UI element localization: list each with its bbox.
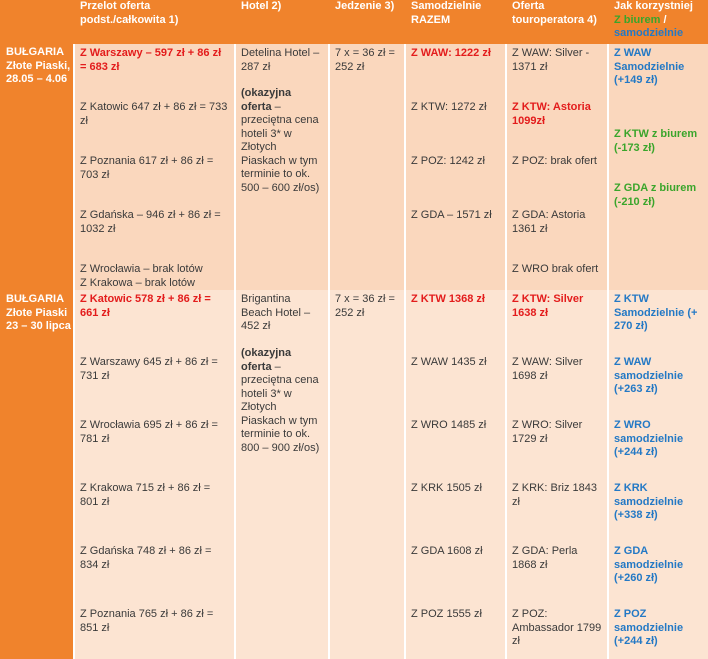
flight-entry: Z Krakowa – brak lotów: [80, 276, 195, 289]
tour-entry: Z POZ: brak ofert: [512, 155, 597, 167]
tour-cell: [506, 44, 608, 290]
tour-entry: Z GDA: Perla 1868 zł: [512, 545, 578, 571]
flight-entry: Z Gdańska – 946 zł + 86 zł = 1032 zł: [80, 209, 221, 235]
hotel-note-bold: (okazyjna oferta: [241, 347, 292, 373]
destination-cell: BUŁGARIA Złote Piaski, 28.05 – 4.06: [0, 44, 74, 290]
flight-entry: Z Warszawy – 597 zł + 86 zł = 683 zł: [80, 47, 222, 73]
tour-entry: Z KRK: Briz 1843 zł: [512, 482, 597, 508]
header-destination: [0, 0, 74, 44]
self-total-entry: Z GDA 1608 zł: [411, 545, 483, 557]
best-entry: Z KTW z biurem (-173 zł): [614, 128, 698, 154]
flight-entry: Z Poznania 617 zł + 86 zł = 703 zł: [80, 155, 214, 181]
header-row: [0, 0, 708, 44]
tour-entry: Z KTW: Silver 1638 zł: [512, 293, 584, 319]
self-total-entry: Z WRO 1485 zł: [411, 419, 487, 431]
tour-entry: Z WRO brak ofert: [512, 263, 599, 275]
hotel-name: Detelina Hotel – 287 zł: [241, 47, 320, 73]
best-entry: Z WAW Samodzielnie (+149 zł): [614, 47, 685, 86]
tour-cell: [506, 290, 608, 659]
table-row: [0, 44, 708, 290]
best-cell: [608, 290, 708, 659]
header-best: [608, 0, 708, 44]
self-total-cell: [405, 290, 506, 659]
tour-entry: Z WAW: Silver 1698 zł: [512, 356, 583, 382]
self-total-entry: Z GDA – 1571 zł: [411, 209, 492, 221]
best-entry: Z POZ samodzielnie (+244 zł): [614, 608, 684, 647]
self-total-entry: Z KTW 1368 zł: [411, 293, 485, 305]
tour-entry: Z GDA: Astoria 1361 zł: [512, 209, 586, 235]
flight-entry: Z Warszawy 645 zł + 86 zł = 731 zł: [80, 356, 218, 382]
best-entry: Z GDA z biurem (-210 zł): [614, 182, 697, 208]
header-best-a: Z biurem: [614, 13, 661, 26]
best-entry: Z GDA samodzielnie (+260 zł): [614, 545, 684, 584]
hotel-note: – przeciętna cena hoteli 3* w Złotych Piaskach w tym terminie to ok. 500 – 600 zł/os): [241, 100, 320, 194]
flight-entry: Z Gdańska 748 zł + 86 zł = 834 zł: [80, 545, 212, 571]
flight-entry: Z Wrocławia – brak lotów: [80, 263, 203, 275]
flight-entry: Z Katowic 647 zł + 86 zł = 733 zł: [80, 101, 228, 127]
destination-cell: BUŁGARIA Złote Piaski 23 – 30 lipca: [0, 290, 74, 659]
best-cell: [608, 44, 708, 290]
flight-entry: Z Wrocławia 695 zł + 86 zł = 781 zł: [80, 419, 218, 445]
tour-entry: Z KTW: Astoria 1099zł: [512, 101, 591, 127]
flight-cell: [74, 44, 235, 290]
best-entry: Z WRO samodzielnie (+244 zł): [614, 419, 684, 458]
self-total-entry: Z POZ: 1242 zł: [411, 155, 485, 167]
self-total-entry: Z KTW: 1272 zł: [411, 101, 487, 113]
header-hotel: Hotel 2): [235, 0, 329, 44]
flight-entry: Z Katowic 578 zł + 86 zł = 661 zł: [80, 293, 211, 319]
food-cell: 7 x = 36 zł = 252 zł: [329, 44, 405, 290]
tour-entry: Z WRO: Silver 1729 zł: [512, 419, 583, 445]
flight-entry: Z Poznania 765 zł + 86 zł = 851 zł: [80, 608, 214, 634]
header-best-title: Jak korzystniej: [614, 0, 693, 12]
food-cell: 7 x = 36 zł = 252 zł: [329, 290, 405, 659]
best-entry: Z KRK samodzielnie (+338 zł): [614, 482, 684, 521]
self-total-entry: Z WAW: 1222 zł: [411, 47, 491, 59]
header-tour: Oferta touroperatora 4): [506, 0, 608, 44]
hotel-cell: [235, 290, 329, 659]
hotel-note-bold: (okazyjna oferta: [241, 87, 292, 113]
header-food: Jedzenie 3): [329, 0, 405, 44]
header-self-total: Samodzielnie RAZEM: [405, 0, 506, 44]
table-row: [0, 290, 708, 659]
flight-cell: [74, 290, 235, 659]
hotel-note: – przeciętna cena hoteli 3* w Złotych Piaskach w tym terminie to ok. 800 – 900 zł/os): [241, 360, 320, 454]
header-best-b: samodzielnie: [614, 27, 684, 39]
header-best-sep: /: [660, 13, 667, 26]
self-total-entry: Z WAW 1435 zł: [411, 356, 487, 368]
hotel-cell: [235, 44, 329, 290]
flight-entry: Z Krakowa 715 zł + 86 zł = 801 zł: [80, 482, 211, 508]
header-flight: Przelot oferta podst./całkowita 1): [74, 0, 235, 44]
self-total-cell: [405, 44, 506, 290]
self-total-entry: Z KRK 1505 zł: [411, 482, 482, 494]
tour-entry: Z POZ: Ambassador 1799 zł: [512, 608, 602, 647]
tour-entry: Z WAW: Silver - 1371 zł: [512, 47, 590, 73]
best-entry: Z KTW Samodzielnie (+ 270 zł): [614, 293, 698, 332]
self-total-entry: Z POZ 1555 zł: [411, 608, 482, 620]
best-entry: Z WAW samodzielnie (+263 zł): [614, 356, 684, 395]
hotel-name: Brigantina Beach Hotel – 452 zł: [241, 293, 311, 332]
